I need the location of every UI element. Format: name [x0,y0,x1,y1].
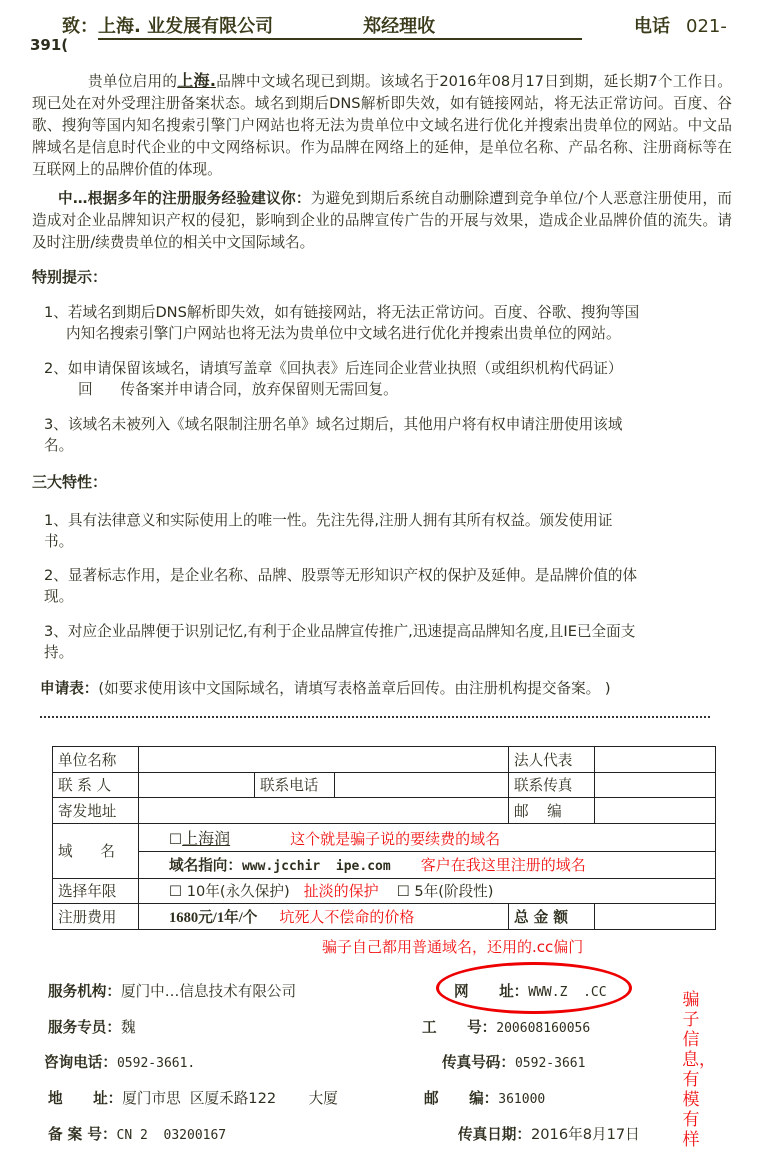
header-to [62,12,582,40]
label-unit-name: 单位名称 [53,747,139,773]
checkbox-5-years[interactable]: ☐ [396,883,415,901]
special-notes-title: 特别提示： [32,268,108,286]
label-contact-fax: 联系传真 [509,772,595,798]
field-unit-name[interactable] [139,747,509,773]
phone-label: 电话 021- [634,16,727,37]
checkbox-10-years[interactable]: ☐ [169,883,187,901]
field-contact-fax[interactable] [595,772,716,798]
feature-item: 1、具有法律意义和实际使用上的唯一性。先注先得,注册人拥有其所有权益。颁发使用证 书。 [44,512,613,550]
annotation-vertical: 骗子信息，有模有样 [682,990,716,1150]
label-contact: 联 系 人 [53,772,139,798]
note-item: 1、若域名到期后DNS解析即失效，如有链接网站，将无法正常访问。百度、谷歌、搜狗等国 内知名搜索引擎门户网站也将无法为贵单位中文域名进行优化并搜索出贵单位的网站。 [44,304,640,342]
footer-website: 网 址：WWW.Z .CC [454,983,607,1000]
feature-item: 3、对应企业品牌便于识别记忆,有利于企业品牌宣传推广,迅速提高品牌知名度,且IE已全面支 持。 [44,623,636,661]
annotation-domain: 这个就是骗子说的要续费的域名 [290,829,501,848]
footer-phone: 咨询电话：0592-3661. [44,1054,196,1071]
paragraph-2: 中…根据多年的注册服务经验建议你：为避免到期后系统自动删除遭到竞争单位/个人恶意注册使用，而造成对企业品牌知识产权的侵犯，影响到企业的品牌宣传广告的开展与效果，造成企业品牌价值的流失。请及时注册/续费贵单位的相关中文国际域名。 [32,190,732,251]
label-fee: 注册费用 [53,904,139,930]
features-title: 三大特性： [32,473,108,491]
footer-agency: 服务机构：厦门中…信息技术有限公司 [48,983,297,1000]
application-note: 申请表：(如要求使用该中文国际域名，请填写表格盖章后回传。由注册机构提交备案。 ) [40,680,611,697]
field-legal-rep[interactable] [595,747,716,773]
domain-value: 上海润 [182,828,231,848]
field-address[interactable] [139,798,509,824]
phone-cont: 391( [30,36,69,54]
divider [40,716,710,718]
annotation-domain-point: 客户在我这里注册的域名 [420,856,586,874]
note-item: 2、如申请保留该域名，请填写盖章《回执表》后连同企业营业执照（或组织机构代码证） 回 传备案并申请合同，放弃保留则无需回复。 [44,360,623,398]
recipient: 郑经理收 [363,16,436,37]
years-row: ☐ 10年(永久保护) 扯淡的保护 ☐ 5年(阶段性) [139,878,716,904]
fee-row: 1680元/1年/个 坑死人不偿命的价格 [139,904,509,930]
note-item: 3、该域名未被列入《域名限制注册名单》域名过期后，其他用户将有权申请注册使用该域 名。 [44,416,623,454]
annotation-price: 坑死人不偿命的价格 [279,907,415,926]
domain-checkbox[interactable]: ☐ [169,830,183,848]
footer-staff: 服务专员：魏 [48,1019,136,1036]
label-address: 寄发地址 [53,798,139,824]
label-domain: 域 名 [53,823,139,878]
footer-id: 工 号：200608160056 [422,1019,591,1036]
to-label: 致： [62,16,98,37]
label-legal-rep: 法人代表 [509,747,595,773]
footer-zip: 邮 编：361000 [424,1090,546,1107]
field-contact-phone[interactable] [335,772,509,798]
company-name: 上海. 业发展有限公司 [98,16,274,37]
feature-item: 2、显著标志作用，是企业名称、品牌、股票等无形知识产权的保护及延伸。是品牌价值的体 现。 [44,567,638,605]
application-form [52,746,716,930]
label-years: 选择年限 [53,878,139,904]
field-contact[interactable] [139,772,255,798]
footer-fax: 传真号码：0592-3661 [442,1054,586,1071]
paragraph-1: 贵单位启用的上海.品牌中文域名现已到期。该域名于2016年08月17日到期，延长期7个工作日。现已处在对外受理注册备案状态。域名到期后DNS解析即失效，如有链接网站，将无法正常访问。百度、谷歌、搜狗等国内知名搜索引擎门户网站也将无法为贵单位中文域名进行优化并搜索出贵单位的网站。中文品牌域名是信息时代企业的中文网络标识。作为品牌在网络上的延伸，是单位名称、产品名称、注册商标等在互联网上的品牌价值的体现。 [32,71,732,178]
label-contact-phone: 联系电话 [255,772,335,798]
domain-point-value: www.jcchir ipe.com [241,859,391,874]
field-total[interactable] [595,904,716,930]
label-total: 总 金 额 [509,904,595,930]
field-postcode[interactable] [595,798,716,824]
footer-address: 地 址：厦门市思 区厦禾路122 大厦 [48,1090,338,1107]
annotation-protection: 扯淡的保护 [303,882,379,901]
domain-point-row: 域名指向：www.jcchir ipe.com 客户在我这里注册的域名 [139,851,716,878]
footer-record: 备 案 号：CN 2 03200167 [48,1126,227,1143]
domain-row [139,823,716,851]
label-postcode: 邮 编 [509,798,595,824]
footer-fax-date: 传真日期：2016年8月17日 [458,1126,640,1143]
annotation-cc: 骗子自己都用普通域名，还用的.cc偏门 [322,938,584,956]
